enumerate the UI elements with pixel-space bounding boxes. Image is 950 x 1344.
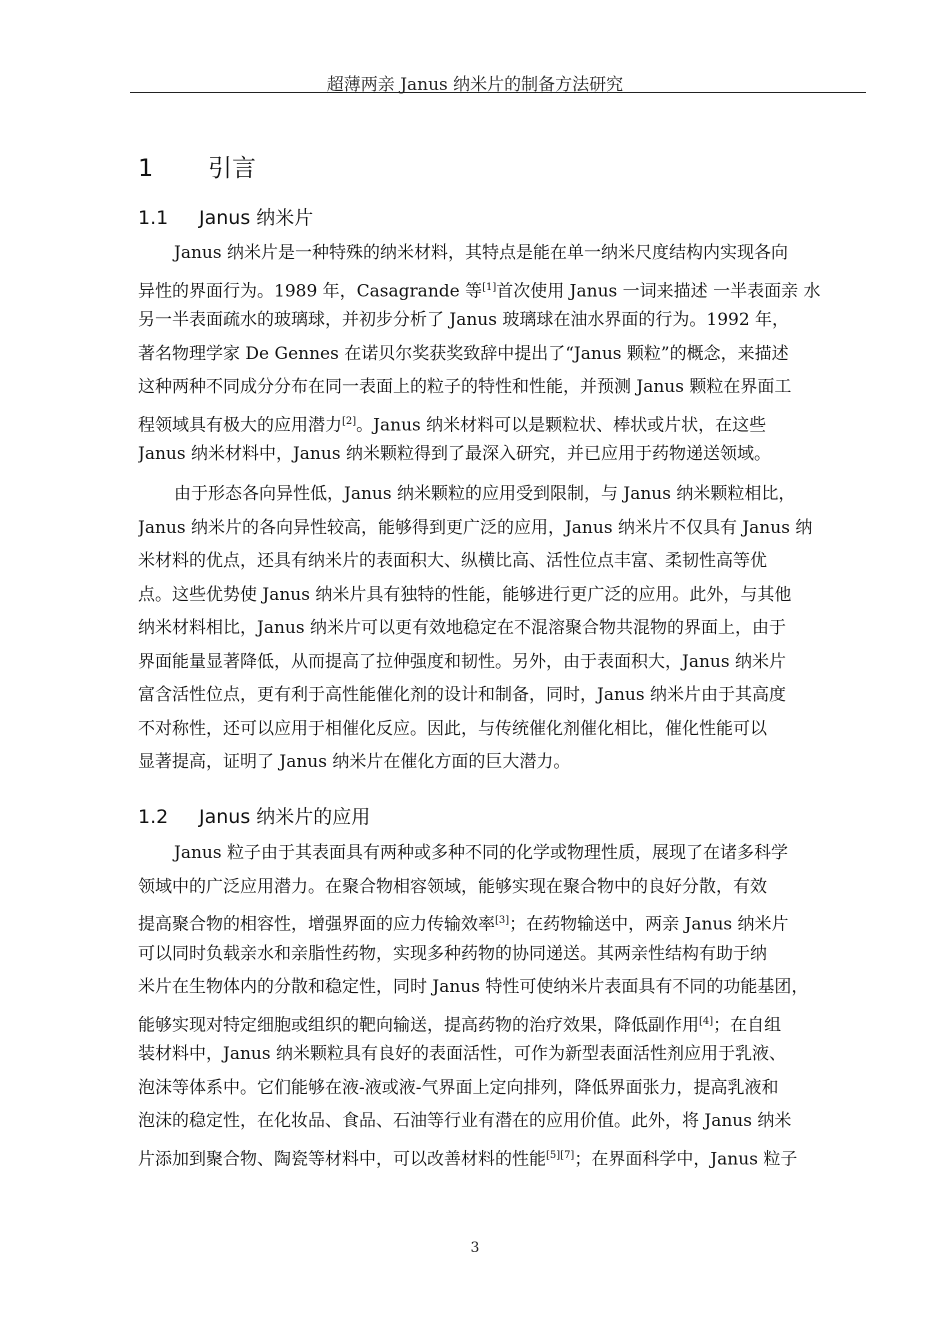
section-number: 1: [138, 154, 154, 182]
header-title: 超薄两亲 Janus 纳米片的制备方法研究: [326, 75, 624, 95]
text-line: 富含活性位点，更有利于高性能催化剂的设计和制备，同时，Janus 纳米片由于其高度: [138, 685, 786, 705]
citation-marker: [7]: [560, 1149, 575, 1161]
text-line: 另一半表面疏水的玻璃球，并初步分析了 Janus 玻璃球在油水界面的行为。1992 年，: [138, 310, 790, 330]
text-line: Janus 纳米片的各向异性较高，能够得到更广泛的应用，Janus 纳米片不仅具有 Janus 纳: [138, 517, 813, 538]
text-line: 装材料中，Janus 纳米颗粒具有良好的表面活性，可作为新型表面活性剂应用于乳液、: [138, 1044, 786, 1064]
text-line: 领域中的广泛应用潜力。在聚合物相容领域，能够实现在聚合物中的良好分散，有效: [138, 876, 767, 897]
citation-marker: [3]: [495, 915, 510, 926]
text-line: 泡沫的稳定性，在化妆品、食品、石油等行业有潜在的应用价值。此外，将 Janus 纳米: [138, 1111, 792, 1131]
text-line: Janus 纳米片是一种特殊的纳米材料，其特点是能在单一纳米尺度结构内实现各向: [174, 243, 788, 263]
text-line: 片添加到聚合物、陶瓷等材料中，可以改善材料的性能[5][7]；在界面科学中，Janus 粒子: [138, 1149, 798, 1170]
header-rule: [130, 92, 866, 93]
paragraph-1-1-b: [138, 478, 866, 780]
text-line: 这种两种不同成分分布在同一表面上的粒子的特性和性能，并预测 Janus 颗粒在界面工: [138, 377, 792, 397]
text-line: 泡沫等体系中。它们能够在液-液或液-气界面上定向排列，降低界面张力，提高乳液和: [138, 1077, 779, 1098]
text-line: 米材料的优点，还具有纳米片的表面积大、纵横比高、活性位点丰富、柔韧性高等优: [138, 551, 767, 571]
section-title: 引言: [208, 154, 256, 182]
subsection-heading-1-2: [138, 802, 370, 829]
citation-marker: [2]: [342, 415, 357, 427]
text-line: Janus 粒子由于其表面具有两种或多种不同的化学或物理性质，展现了在诸多科学: [174, 843, 788, 863]
paragraph-1-1-a: [138, 237, 866, 472]
subsection-title: Janus 纳米片: [199, 207, 314, 229]
text-line: 程领域具有极大的应用潜力[2]。Janus 纳米材料可以是颗粒状、棒状或片状，在这些: [138, 415, 767, 436]
subsection-number: 1.2: [138, 806, 169, 828]
citation-marker: [1]: [482, 281, 497, 293]
text-line: 异性的界面行为。1989 年，Casagrande 等[1]首次使用 Janus 一词来描述 一半表面亲 水: [138, 281, 821, 302]
page-number: 3: [470, 1240, 480, 1256]
citation-marker: [4]: [699, 1015, 714, 1027]
text-line: 点。这些优势使 Janus 纳米片具有独特的性能，能够进行更广泛的应用。此外，与其他: [138, 584, 792, 605]
subsection-title: Janus 纳米片的应用: [199, 806, 371, 828]
subsection-heading-1-1: [138, 203, 313, 230]
subsection-number: 1.1: [138, 207, 169, 229]
paragraph-1-2-a: [138, 837, 866, 1172]
text-line: 米片在生物体内的分散和稳定性，同时 Janus 特性可使纳米片表面具有不同的功能基团，: [138, 977, 809, 997]
text-line: 能够实现对特定细胞或组织的靶向输送，提高药物的治疗效果，降低副作用[4]；在自组: [138, 1015, 782, 1036]
citation-marker: [5]: [546, 1149, 561, 1161]
text-line: 纳米材料相比，Janus 纳米片可以更有效地稳定在不混溶聚合物共混物的界面上，由于: [138, 618, 786, 638]
text-line: Janus 纳米材料中，Janus 纳米颗粒得到了最深入研究，并已应用于药物递送领域。: [138, 444, 771, 464]
text-line: 不对称性，还可以应用于相催化反应。因此，与传统催化剂催化相比，催化性能可以: [138, 718, 767, 739]
text-line: 界面能量显著降低，从而提高了拉伸强度和韧性。另外，由于表面积大，Janus 纳米片: [138, 651, 786, 672]
text-line: 由于形态各向异性低，Janus 纳米颗粒的应用受到限制，与 Janus 纳米颗粒相比，: [174, 484, 796, 504]
text-line: 显著提高，证明了 Janus 纳米片在催化方面的巨大潜力。: [138, 752, 571, 772]
text-line: 著名物理学家 De Gennes 在诺贝尔奖获奖致辞中提出了“Janus 颗粒”的概念，来描述: [138, 343, 789, 364]
text-line: 可以同时负载亲水和亲脂性药物，实现多种药物的协同递送。其两亲性结构有助于纳: [138, 943, 767, 964]
section-heading-1: [138, 148, 256, 183]
text-line: 提高聚合物的相容性，增强界面的应力传输效率[3]；在药物输送中，两亲 Janus 纳米片: [138, 914, 789, 935]
